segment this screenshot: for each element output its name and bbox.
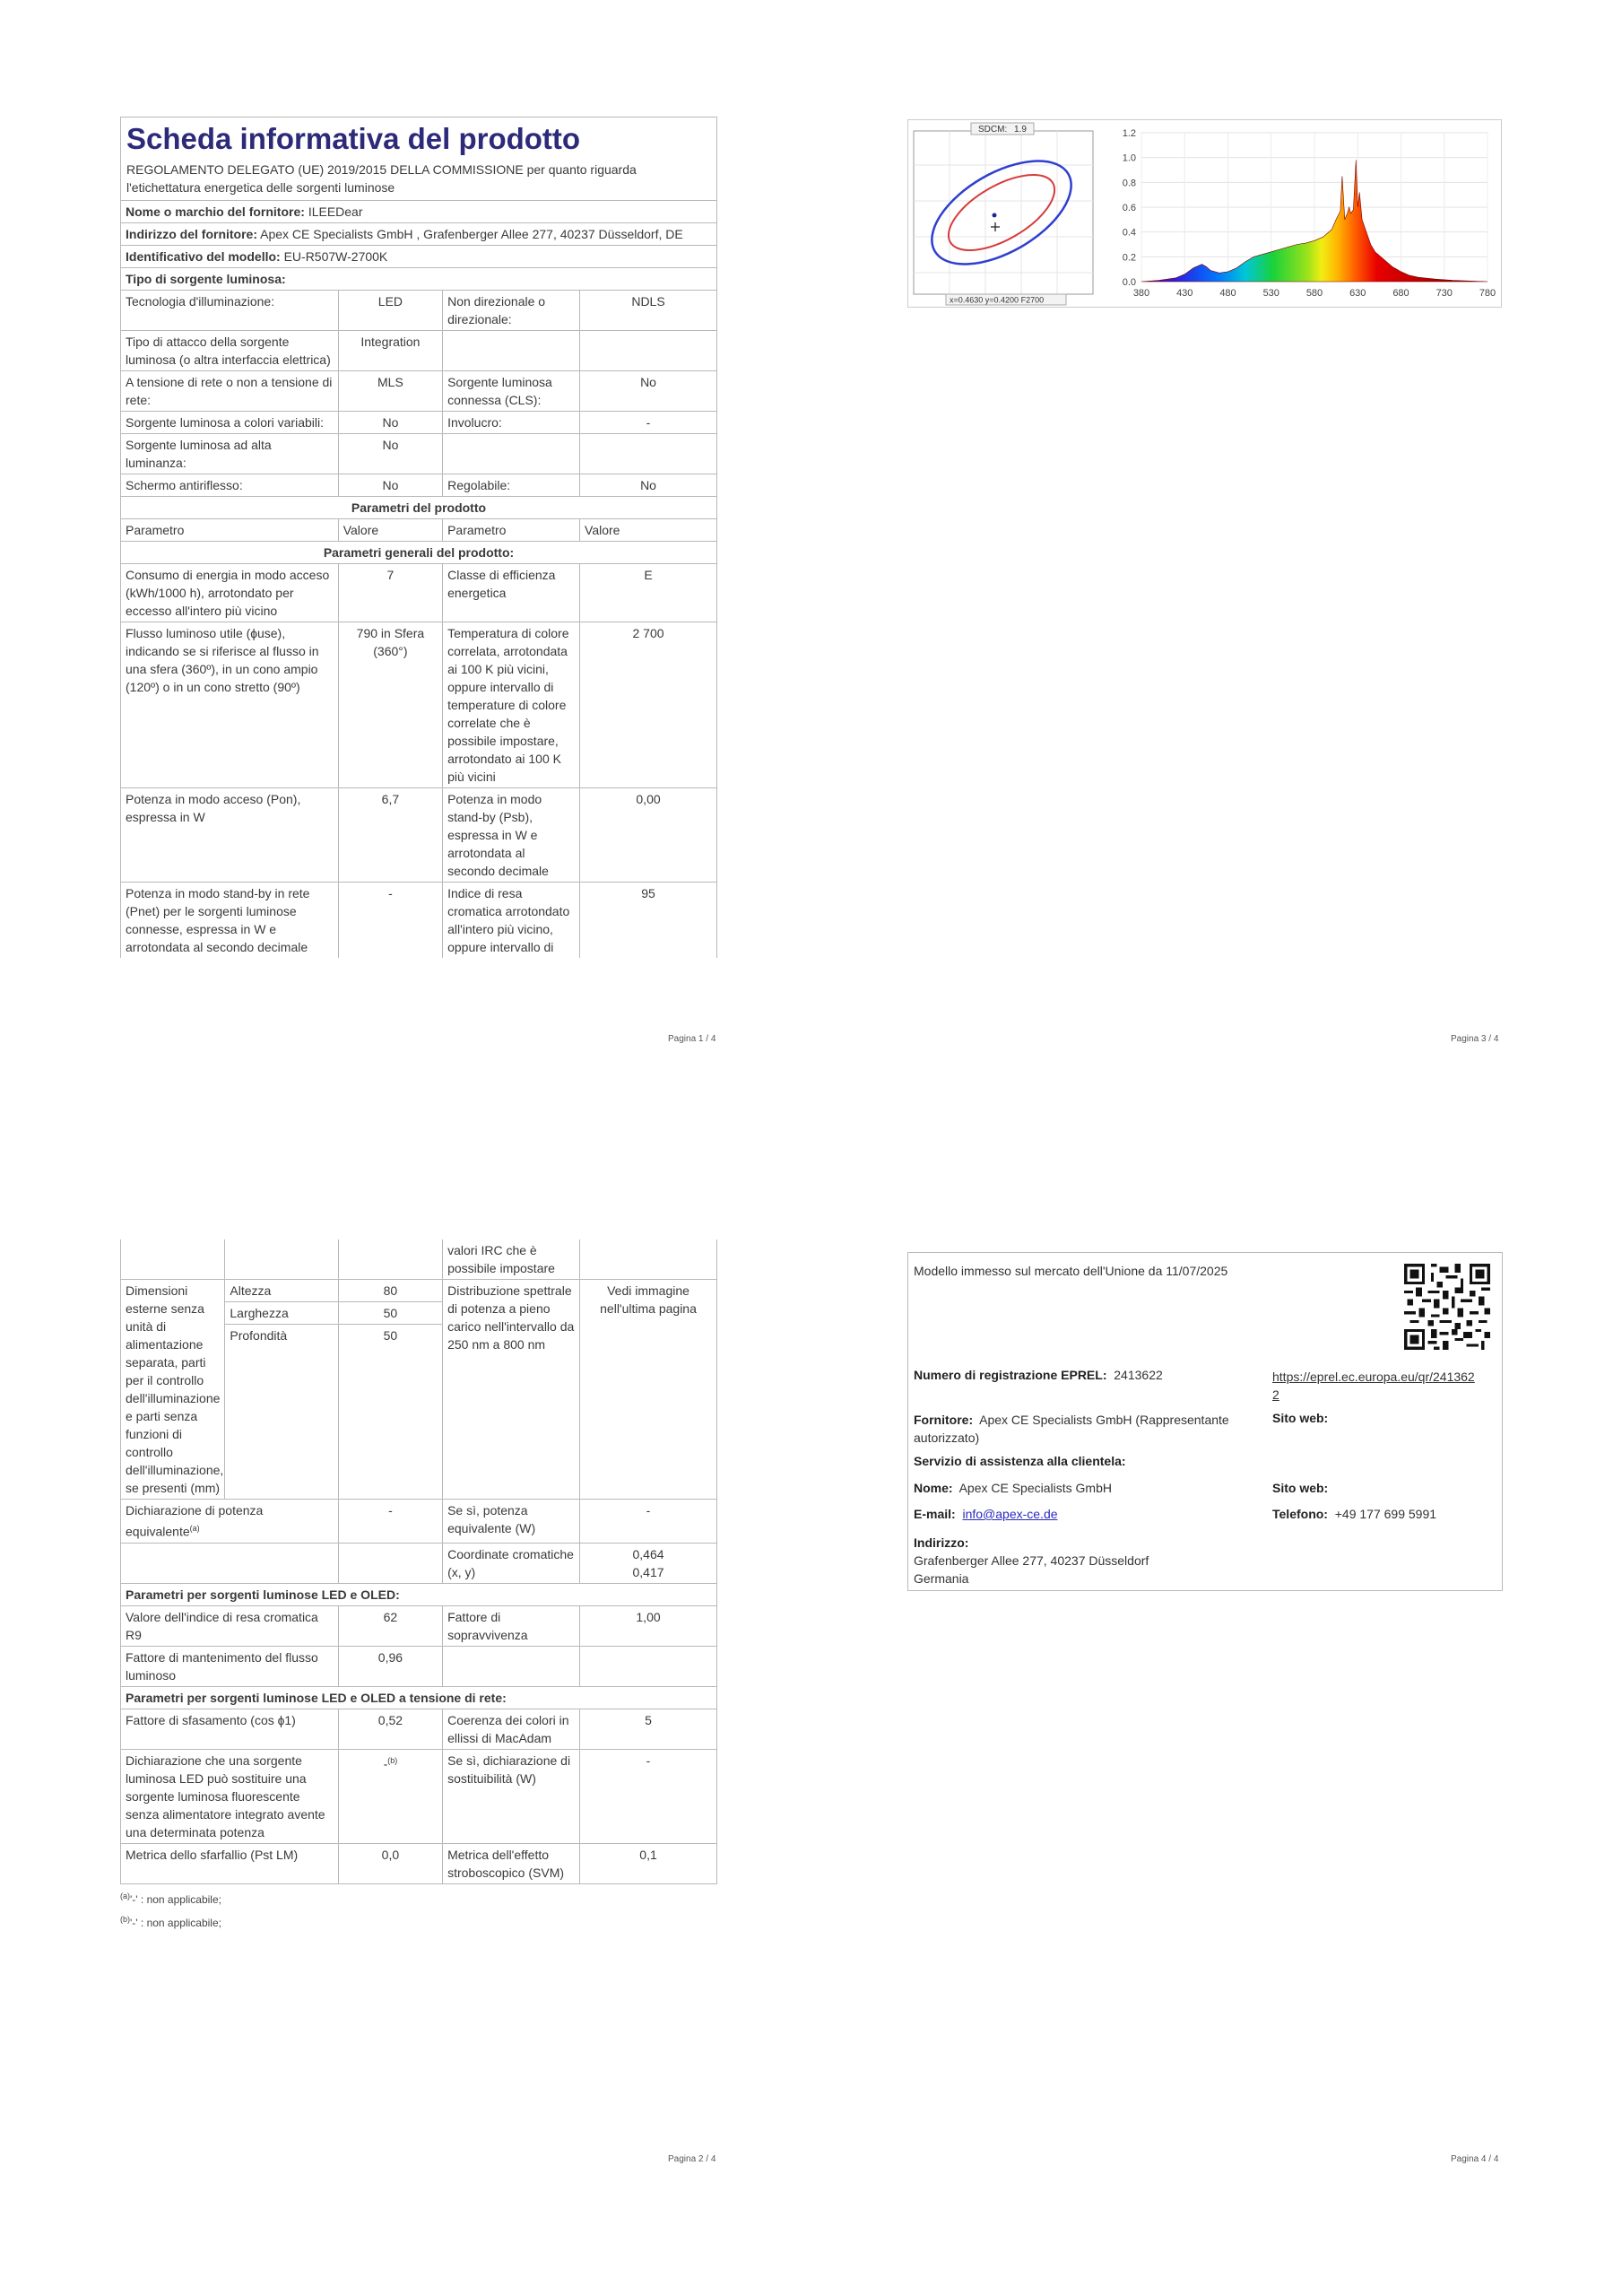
chromaticity-x: 0,464 — [632, 1546, 664, 1561]
eprel-registration — [914, 1368, 1163, 1382]
row-value — [580, 331, 717, 371]
page-number-4: Pagina 4 / 4 — [1451, 2154, 1499, 2164]
y-tick-label: 0.2 — [1122, 252, 1136, 264]
survival-label: Fattore di sopravvivenza — [443, 1605, 580, 1646]
power-factor-value: 0,52 — [338, 1709, 442, 1749]
flux-value: 790 in Sfera (360°) — [338, 622, 442, 788]
equivalent-power-yes-label: Se sì, potenza equivalente (W) — [443, 1500, 580, 1544]
spd-label: Distribuzione spettrale di potenza a pieno carico nell'intervallo da 250 nm a 800 nm — [443, 1280, 580, 1500]
flicker-label: Metrica dello sfarfallio (Pst LM) — [121, 1843, 339, 1883]
macadam-label: Coerenza dei colori in ellissi di MacAdam — [443, 1709, 580, 1749]
table-row — [121, 291, 717, 331]
footnotes — [120, 1886, 717, 1933]
x-tick-label: 480 — [1219, 288, 1236, 299]
r9-label: Valore dell'indice di resa cromatica R9 — [121, 1605, 339, 1646]
p-sb-value: 0,00 — [580, 788, 717, 883]
row-value: No — [580, 371, 717, 412]
market-date: Modello immesso sul mercato dell'Unione da 11/07/2025 — [914, 1264, 1228, 1278]
website-label-2: Sito web: — [1272, 1481, 1329, 1495]
footnote-a — [120, 1886, 717, 1909]
note-a-ref: (a) — [189, 1524, 200, 1533]
cct-value: 2 700 — [580, 622, 717, 788]
row-label: Regolabile: — [443, 474, 580, 497]
macadam-value: 5 — [580, 1709, 717, 1749]
supplier-address-label: Indirizzo del fornitore: — [126, 227, 257, 241]
row-value: No — [338, 412, 442, 434]
p-net-value: - — [338, 883, 442, 959]
page-number-2: Pagina 2 / 4 — [668, 2154, 716, 2164]
dimension-width-value: 50 — [339, 1302, 442, 1325]
supplier-label: Fornitore: — [914, 1413, 974, 1427]
x-tick-label: 780 — [1479, 288, 1496, 299]
email-link[interactable]: info@apex-ce.de — [962, 1507, 1058, 1521]
x-tick-label: 580 — [1305, 288, 1323, 299]
row-value: NDLS — [580, 291, 717, 331]
supplier-line — [914, 1411, 1263, 1447]
y-tick-label: 0.8 — [1122, 178, 1136, 189]
x-tick-label: 430 — [1176, 288, 1193, 299]
chromaticity-y: 0,417 — [632, 1564, 664, 1579]
col-param-header: Parametro — [443, 519, 580, 542]
sdcm-value: 1.9 — [1014, 125, 1027, 135]
p-on-label: Potenza in modo acceso (Pon), espressa in W — [121, 788, 339, 883]
cct-label: Temperatura di colore correlata, arrotondata ai 100 K più vicini, oppure intervallo di temperature di colore correlate che è possibile impostare, arrotondato ai 100 K più vicini — [443, 622, 580, 788]
address-label: Indirizzo: — [914, 1535, 969, 1550]
row-label: Non direzionale o direzionale: — [443, 291, 580, 331]
cri-label-continued: valori IRC che è possibile impostare — [443, 1239, 580, 1280]
r9-value: 62 — [338, 1605, 442, 1646]
regulation-text: REGOLAMENTO DELEGATO (UE) 2019/2015 DELLA COMMISSIONE per quanto riguarda l'etichettatura energetica delle sorgenti luminose — [126, 162, 637, 195]
chromaticity-values — [580, 1543, 717, 1583]
row-label: Tecnologia d'illuminazione: — [121, 291, 339, 331]
dimension-depth-label: Profondità — [230, 1328, 288, 1343]
email-label: E-mail: — [914, 1507, 956, 1521]
flicker-value: 0,0 — [338, 1843, 442, 1883]
equivalent-power-text: Dichiarazione di potenza equivalente — [126, 1503, 264, 1539]
row-label: Sorgente luminosa ad alta luminanza: — [121, 434, 339, 474]
col-value-header: Valore — [338, 519, 442, 542]
contact-name-label: Nome: — [914, 1481, 953, 1495]
website-line-2 — [1272, 1481, 1328, 1495]
y-tick-label: 0.6 — [1122, 203, 1136, 213]
dimension-depth-value: 50 — [383, 1328, 398, 1343]
table-row — [121, 434, 717, 474]
p-net-label: Potenza in modo stand-by in rete (Pnet) per le sorgenti luminose connesse, espressa in W e arrotondata al secondo decimale — [121, 883, 339, 959]
cri-value: 95 — [580, 883, 717, 959]
flux-label: Flusso luminoso utile (ɸuse), indicando se si riferisce al flusso in una sfera (360º), in un cono ampio (120º) o in un cono stretto (90º) — [121, 622, 339, 788]
row-label: Schermo antiriflesso: — [121, 474, 339, 497]
footnote-a-text: '-' : non applicabile; — [130, 1892, 221, 1906]
product-params-header: Parametri del prodotto — [121, 497, 717, 519]
dimension-height-value: 80 — [339, 1280, 442, 1302]
row-value: Integration — [338, 331, 442, 371]
x-tick-label: 730 — [1436, 288, 1453, 299]
row-label: Tipo di attacco della sorgente luminosa (o altra interfaccia elettrica) — [121, 331, 339, 371]
address-line-2: Germania — [914, 1571, 969, 1586]
table-row — [121, 474, 717, 497]
efficiency-class-value: E — [580, 564, 717, 622]
dimension-width-label: Larghezza — [225, 1302, 337, 1325]
row-label — [443, 434, 580, 474]
row-label: Sorgente luminosa connessa (CLS): — [443, 371, 580, 412]
general-params-header: Parametri generali del prodotto: — [121, 542, 717, 564]
row-value: MLS — [338, 371, 442, 412]
website-line-1 — [1272, 1411, 1328, 1425]
row-value — [580, 434, 717, 474]
supplier-address: Apex CE Specialists GmbH , Grafenberger Allee 277, 40237 Düsseldorf, DE — [260, 227, 683, 241]
row-label: Involucro: — [443, 412, 580, 434]
col-value-header: Valore — [580, 519, 717, 542]
chromaticity-label: Coordinate cromatiche (x, y) — [443, 1543, 580, 1583]
eprel-number: 2413622 — [1114, 1368, 1163, 1382]
energy-consumption-value: 7 — [338, 564, 442, 622]
eprel-label: Numero di registrazione EPREL: — [914, 1368, 1107, 1382]
p-on-value: 6,7 — [338, 788, 442, 883]
spectral-distribution-chart — [1104, 120, 1498, 307]
maintenance-label: Fattore di mantenimento del flusso luminoso — [121, 1646, 339, 1686]
page-number-1: Pagina 1 / 4 — [668, 1034, 716, 1044]
dimensions-label: Dimensioni esterne senza unità di alimentazione separata, parti per il controllo dell'illuminazione e parti senza funzioni di controllo dell'illuminazione, se presenti (mm) — [121, 1280, 225, 1500]
supplier-value: Apex CE Specialists GmbH (Rappresentante autorizzato) — [914, 1413, 1229, 1445]
row-label — [443, 331, 580, 371]
dimension-values — [338, 1280, 442, 1500]
replacement-yes-value: - — [580, 1749, 717, 1843]
website-label: Sito web: — [1272, 1411, 1329, 1425]
sdcm-label: SDCM: — [978, 125, 1008, 135]
macadam-ellipse-chart — [908, 120, 1102, 307]
x-tick-label: 630 — [1349, 288, 1366, 299]
page-1 — [120, 117, 717, 958]
address-block — [914, 1534, 1149, 1587]
qr-code-icon — [1404, 1264, 1490, 1350]
row-value: No — [580, 474, 717, 497]
eprel-info-box — [907, 1252, 1503, 1591]
customer-service-label — [914, 1454, 1126, 1468]
model-label: Identificativo del modello: — [126, 249, 281, 264]
equivalent-power-value: - — [338, 1500, 442, 1544]
replacement-dash: - — [383, 1756, 388, 1771]
led-oled-header: Parametri per sorgenti luminose LED e OLED: — [121, 1583, 717, 1605]
product-info-table — [120, 117, 717, 958]
survival-value: 1,00 — [580, 1605, 717, 1646]
cri-label: Indice di resa cromatica arrotondato all'intero più vicino, oppure intervallo di — [443, 883, 580, 959]
chromaticity-coords: x=0.4630 y=0.4200 F2700 — [950, 295, 1045, 305]
footnote-a-mark: (a) — [120, 1891, 130, 1900]
replacement-label: Dichiarazione che una sorgente luminosa LED può sostituire una sorgente luminosa fluorescente senza alimentatore integrato avente una determinata potenza — [121, 1749, 339, 1843]
footnote-b — [120, 1909, 717, 1933]
sheet-title: Scheda informativa del prodotto — [126, 122, 581, 155]
col-param-header: Parametro — [121, 519, 339, 542]
energy-consumption-label: Consumo di energia in modo acceso (kWh/1000 h), arrotondato per eccesso all'intero più vicino — [121, 564, 339, 622]
replacement-value — [338, 1749, 442, 1843]
p-sb-label: Potenza in modo stand-by (Psb), espressa in W e arrotondata al secondo decimale — [443, 788, 580, 883]
phone-value: +49 177 699 5991 — [1334, 1507, 1437, 1521]
dimension-names — [225, 1280, 338, 1500]
y-tick-label: 1.2 — [1122, 128, 1136, 139]
row-value: No — [338, 434, 442, 474]
source-type-label: Tipo di sorgente luminosa: — [121, 268, 717, 291]
phone-line — [1272, 1507, 1436, 1521]
led-mains-header: Parametri per sorgenti luminose LED e OLED a tensione di rete: — [121, 1686, 717, 1709]
dimension-height-label: Altezza — [225, 1280, 337, 1302]
y-tick-label: 0.4 — [1122, 227, 1136, 239]
row-value: - — [580, 412, 717, 434]
equivalent-power-label — [121, 1500, 339, 1544]
address-line-1: Grafenberger Allee 277, 40237 Düsseldorf — [914, 1553, 1149, 1568]
page-2 — [120, 1239, 717, 1933]
efficiency-class-label: Classe di efficienza energetica — [443, 564, 580, 622]
customer-service-text: Servizio di assistenza alla clientela: — [914, 1454, 1126, 1468]
supplier-name-label: Nome o marchio del fornitore: — [126, 204, 305, 219]
power-factor-label: Fattore di sfasamento (cos ɸ1) — [121, 1709, 339, 1749]
table-row — [121, 371, 717, 412]
y-tick-label: 0.0 — [1122, 277, 1136, 288]
product-info-table-continued — [120, 1239, 717, 1884]
equivalent-power-yes-value: - — [580, 1500, 717, 1544]
target-point — [993, 213, 997, 218]
row-label: Sorgente luminosa a colori variabili: — [121, 412, 339, 434]
phone-label: Telefono: — [1272, 1507, 1328, 1521]
supplier-name: ILEEDear — [308, 204, 363, 219]
page-number-3: Pagina 3 / 4 — [1451, 1034, 1499, 1044]
email-line — [914, 1507, 1058, 1521]
table-row — [121, 331, 717, 371]
note-b-ref: (b) — [387, 1755, 398, 1765]
eprel-link[interactable]: https://eprel.ec.europa.eu/qr/2413622 — [1272, 1370, 1475, 1402]
spectrum-charts — [907, 119, 1502, 308]
x-tick-label: 680 — [1392, 288, 1409, 299]
svm-label: Metrica dell'effetto stroboscopico (SVM) — [443, 1843, 580, 1883]
footnote-b-mark: (b) — [120, 1914, 130, 1924]
contact-name-value: Apex CE Specialists GmbH — [958, 1481, 1112, 1495]
table-row — [121, 412, 717, 434]
x-tick-label: 380 — [1132, 288, 1150, 299]
x-tick-label: 530 — [1262, 288, 1279, 299]
model-id: EU-R507W-2700K — [283, 249, 388, 264]
footnote-b-text: '-' : non applicabile; — [130, 1916, 221, 1929]
row-value: No — [338, 474, 442, 497]
row-value: LED — [338, 291, 442, 331]
contact-name-line — [914, 1481, 1112, 1495]
spd-value: Vedi immagine nell'ultima pagina — [580, 1280, 717, 1500]
replacement-yes-label: Se sì, dichiarazione di sostituibilità (W) — [443, 1749, 580, 1843]
y-tick-label: 1.0 — [1122, 152, 1136, 164]
maintenance-value: 0,96 — [338, 1646, 442, 1686]
row-label: A tensione di rete o non a tensione di rete: — [121, 371, 339, 412]
svm-value: 0,1 — [580, 1843, 717, 1883]
